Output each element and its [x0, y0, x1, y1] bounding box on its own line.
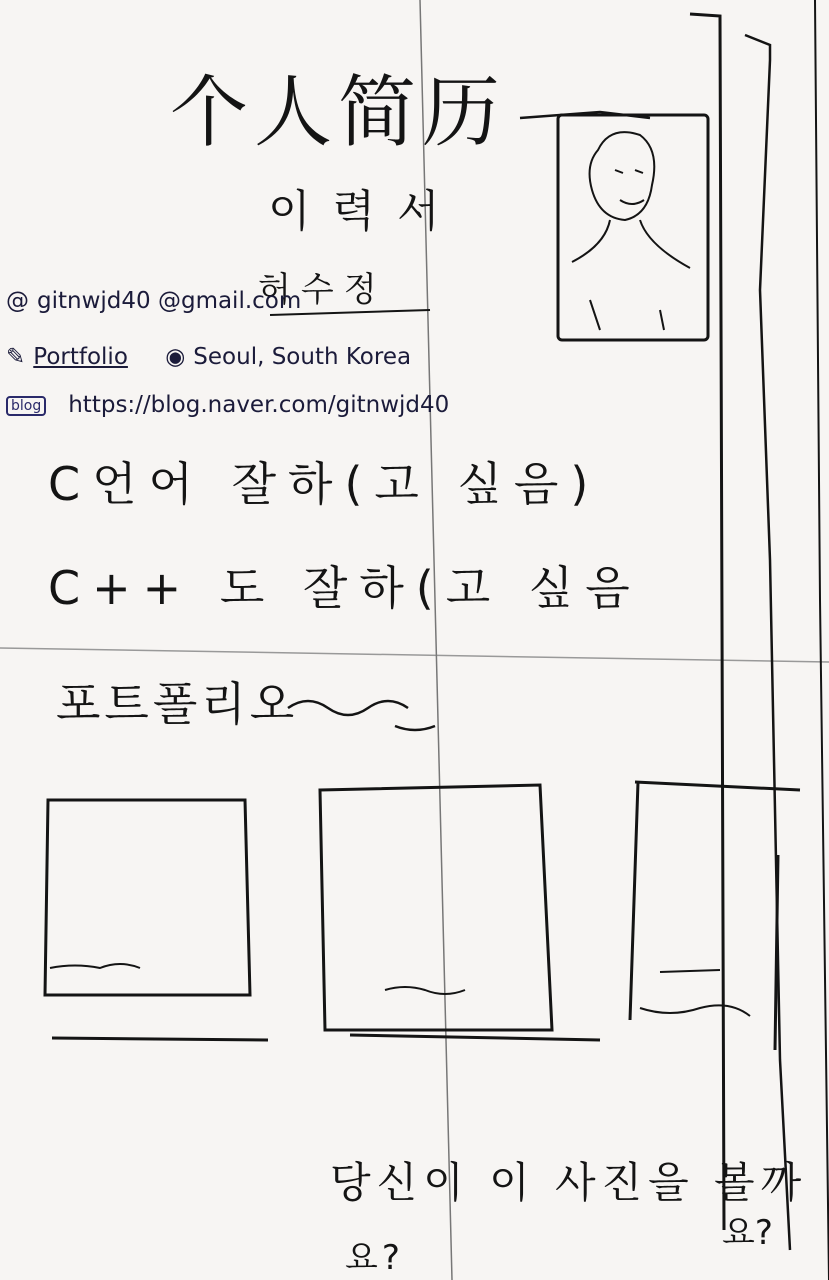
footer-question-end-right: 요? [722, 1213, 773, 1253]
profile-photo [558, 115, 708, 340]
portfolio-card-2[interactable] [320, 785, 600, 1040]
title-korean: 이력서 [268, 186, 462, 237]
pencil-icon: ✎ [6, 344, 26, 370]
wave-decoration [288, 701, 435, 730]
email-row [6, 288, 301, 314]
footer-question: 당신이 이 사진을 볼까 [330, 1158, 808, 1207]
skill-item-c: C언어 잘하(고 싶음) [48, 457, 601, 511]
right-margin-line-2 [745, 35, 790, 1250]
portfolio-card-1[interactable] [45, 800, 268, 1040]
blog-url[interactable]: https://blog.naver.com/gitnwjd40 [68, 392, 450, 418]
blog-row [6, 392, 449, 418]
skill-item-cpp: C++ 도 잘하(고 싶음 [48, 561, 642, 615]
horizontal-fold-line [0, 648, 829, 662]
portfolio-link[interactable]: Portfolio [33, 344, 128, 370]
email-text[interactable]: gitnwjd40 @gmail.com [37, 288, 302, 314]
location-pin-icon: ◉ [165, 344, 186, 370]
location-text: Seoul, South Korea [193, 344, 412, 370]
at-icon: @ [6, 288, 29, 314]
footer-question-end: 요? [345, 1238, 404, 1278]
right-edge-line [815, 0, 829, 1280]
title-chinese: 个人简历 [170, 68, 507, 158]
portfolio-section-title: 포트폴리오 [56, 677, 299, 731]
portfolio-location-row [6, 344, 411, 370]
applicant-name: 허수정 [258, 270, 387, 310]
blog-badge: blog [6, 396, 46, 416]
